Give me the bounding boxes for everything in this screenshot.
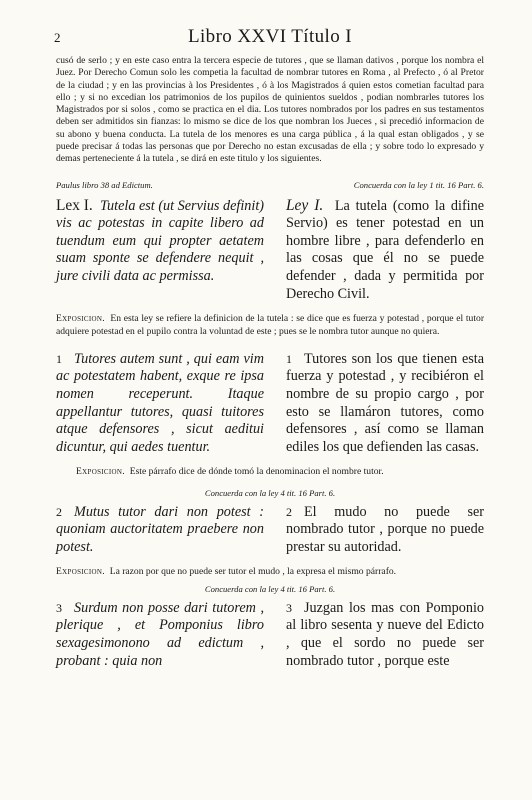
exposition-3-text: La razon por que no puede ser tutor el mudo , la expresa el mismo párrafo. [109,566,397,578]
exposition-2-label: Exposicion. [76,466,125,478]
intro-paragraph: cusó de serlo ; y en este caso entra la tercera especie de tutores , que se llaman dativos , porque los nombra el Juez. Por Derecho Comun solo les competia la facultad de nombrar tutores en Roma , al Prefecto , ó al Pretor de la ciudad ; y en las provincias à los Presidentes , ó à los Magistrados á quien estos cometian facultad para ello ; y si no excedian los patrimonios de los pupilos de quinientos sueldos , podian nombrarles tutores los Magistrados por si solos , como se practica en el dia. Los tutores nombrados por los padres en sus testamentos deben ser admitidos sin fianzas: lo mismo se dice de los que nombran los Jueces , si precedió informacion de su abono y buena conducta. La tutela de los menores es una carga pública , á la qual estan obligados , y se puede precisar á todas las personas que por Derecho no estan excusadas de ella ; y sobre todo lo expresado y demas perteneciente á la tutela , se dirá en este titulo y los siguientes. [56,55,484,165]
paragraph-3-number-es: 3 [286,600,292,615]
paragraph-1-spanish [286,351,484,457]
concord-3: Concuerda con la ley 4 tit. 16 Part. 6. [204,583,336,594]
paragraph-2-spanish [286,504,484,557]
paragraph-1-latin [56,351,264,457]
law-1-latin-body: Tutela est (ut Servius definit) vis ac potestas in capite libero ad tuendum eum qui propter aetatem suam sponte se defendere nequit , jure civili data ac permissa. [56,197,264,285]
page-header [56,26,484,50]
paragraph-3-spanish-body: Juzgan los mas con Pomponio al libro sesenta y nueve del Edicto , que el sordo no puede ser nombrado tutor , porque este [286,599,484,669]
paragraph-3-number: 3 [56,600,62,615]
exposition-3 [56,566,484,578]
law-1-source: Paulus libro 38 ad Edictum. [56,179,153,190]
spanish-column [286,178,484,304]
paragraph-3-latin [56,600,264,670]
exposition-2-text: Este párrafo dice de dónde tomó la denominacion el nombre tutor. [129,466,384,478]
paragraph-1-number-es: 1 [286,351,292,366]
paragraph-1-number: 1 [56,351,62,366]
paragraph-3-latin-body: Surdum non posse dari tutorem , plerique , et Pomponius libro sexagesimonono ad edictum , probant : quia non [56,599,264,669]
paragraph-2-latin [56,504,264,557]
law-1-concord: Concuerda con la ley 1 tit. 16 Part. 6. [353,179,484,190]
paragraph-3-spanish [286,600,484,670]
paragraph-1-spanish-body: Tutores son los que tienen esta fuerza y potestad , y recibiéron el nombre de su propio cargo , por esto se llamáron tutores, como defensores , así como se llaman ediles los que defienden las casas. [286,350,484,455]
paragraph-3-block [56,600,484,670]
law-1-spanish-body: La tutela (como la difine Servio) es tener potestad en un hombre libre , para defenderlo en las cosas que él no se puede defender , dada y permitida por Derecho Civil. [286,197,485,302]
law-1-latin-label: Lex I. [56,196,93,214]
exposition-1-text: En esta ley se refiere la definicion de la tutela : se dice que es fuerza y potestad , porque el tutor adquiere potestad en el pupilo contra la voluntad de este ; pues se le nombra tutor aunque no quiera. [56,313,485,337]
law-1-latin-text [56,197,264,286]
paragraph-2-number-es: 2 [286,504,292,519]
paragraph-1-latin-body: Tutores autem sunt , qui eam vim ac potestatem habent, exque re ipsa nomen receperunt. Itaque appellantur tutores, quasi tuitores atque defensores , sicut aeditui dicuntur, qui aedes tuentur. [56,350,264,455]
exposition-1-label: Exposicion. [56,313,105,325]
exposition-1 [56,313,484,338]
exposition-3-label: Exposicion. [56,566,105,578]
page-number: 2 [54,30,61,45]
paragraph-2-spanish-body: El mudo no puede ser nombrado tutor , porque no puede prestar su autoridad. [286,503,484,555]
concord-2: Concuerda con la ley 4 tit. 16 Part. 6. [204,487,336,498]
paragraph-2-latin-body: Mutus tutor dari non potest : quoniam auctoritatem praebere non potest. [56,503,264,555]
law-1-spanish-text [286,197,484,304]
law-1-block [56,178,484,304]
exposition-2 [56,466,484,478]
paragraph-1-block [56,351,484,457]
paragraph-2-block [56,504,484,557]
paragraph-2-number: 2 [56,504,62,519]
law-1-spanish-label: Ley I. [286,196,324,214]
running-head: Libro XXVI Título I [188,26,352,47]
latin-column [56,178,264,304]
